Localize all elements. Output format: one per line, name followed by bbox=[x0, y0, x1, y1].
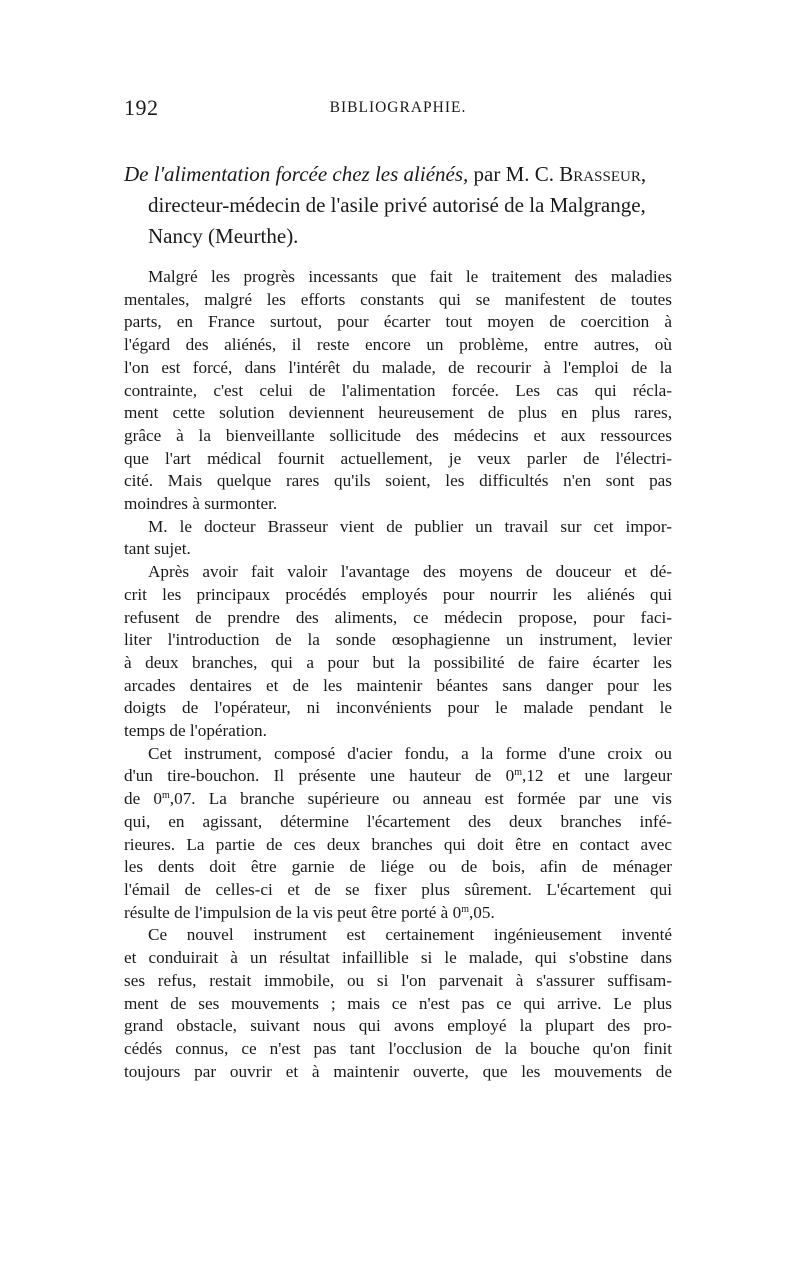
text-line: contrainte, c'est celui de l'alimentation forcée. Les cas qui récla- bbox=[124, 380, 672, 400]
text-line: Malgré les progrès incessants que fait le traitement des maladies bbox=[148, 267, 672, 286]
text-line: Après avoir fait valoir l'avantage des moyens de douceur et dé- bbox=[148, 562, 672, 582]
paragraph bbox=[124, 561, 672, 743]
text-line: d'un tire-bouchon. Il présente une hauteur de 0$^m$,12 et une largeur bbox=[124, 766, 672, 786]
text-line: arcades dentaires et de les maintenir béantes sans danger pour les bbox=[124, 675, 672, 695]
running-head bbox=[124, 95, 672, 125]
text-line: rieures. La partie de ces deux branches qui doit être en contact avec bbox=[124, 834, 672, 854]
book-page bbox=[124, 95, 672, 1083]
text-line: toujours par ouvrir et à maintenir ouverte, que les mouvements de bbox=[124, 1061, 672, 1081]
text-line: moindres à surmonter. bbox=[124, 494, 278, 514]
text-line: M. le docteur Brasseur vient de publier un travail sur cet impor- bbox=[148, 516, 672, 536]
article-title-comma: , bbox=[640, 162, 647, 186]
article-title-line-3: Nancy (Meurthe). bbox=[148, 224, 299, 248]
paragraph bbox=[124, 516, 672, 561]
text-line: liter l'introduction de la sonde œsophagienne un instrument, levier bbox=[124, 630, 672, 650]
text-line: crit les principaux procédés employés pour nourrir les aliénés qui bbox=[124, 584, 672, 604]
text-line: et conduirait à un résultat infaillible si le malade, qui s'obstine dans bbox=[124, 948, 672, 968]
text-line: cité. Mais quelque rares qu'ils soient, les difficultés n'en sont pas bbox=[124, 471, 672, 491]
text-line: parts, en France surtout, pour écarter tout moyen de coercition à bbox=[124, 312, 672, 332]
article-title-italic: De l'alimentation forcée chez les aliénés, bbox=[124, 162, 469, 186]
text-line: grâce à la bienveillante sollicitude des médecins et aux ressources bbox=[124, 425, 672, 445]
text-line: qui, en agissant, détermine l'écartement des deux branches infé- bbox=[124, 811, 672, 831]
text-line: Cet instrument, composé d'acier fondu, a la forme d'une croix ou bbox=[148, 743, 672, 763]
text-line: mentales, malgré les efforts constants qui se manifestent de toutes bbox=[124, 289, 672, 309]
text-line: cédés connus, ce n'est pas tant l'occlusion de la bouche qu'on finit bbox=[124, 1038, 672, 1058]
section-title: BIBLIOGRAPHIE. bbox=[329, 99, 467, 116]
text-line: temps de l'opération. bbox=[124, 721, 267, 741]
text-line: grand obstacle, suivant nous qui avons employé la plupart des pro- bbox=[124, 1016, 672, 1036]
text-line: doigts de l'opérateur, ni inconvénients pour le malade pendant le bbox=[124, 698, 672, 718]
text-line: à deux branches, qui a pour but la possibilité de faire écarter les bbox=[124, 652, 672, 672]
text-line: ment de ses mouvements ; mais ce n'est pas ce qui arrive. Le plus bbox=[124, 993, 672, 1013]
paragraph bbox=[124, 266, 672, 516]
text-line: de 0$^m$,07. La branche supérieure ou anneau est formée par une vis bbox=[124, 789, 672, 809]
text-line: Ce nouvel instrument est certainement ingénieusement inventé bbox=[148, 925, 672, 945]
text-line: l'émail de celles-ci et de se fixer plus sûrement. L'écartement qui bbox=[124, 879, 672, 899]
article-title-by: par M. C. bbox=[468, 162, 560, 186]
text-line: résulte de l'impulsion de la vis peut être porté à 0$^m$,05. bbox=[124, 902, 495, 922]
article-title bbox=[124, 159, 672, 252]
text-line: tant sujet. bbox=[124, 539, 191, 559]
text-line: ment cette solution deviennent heureusement de plus en plus rares, bbox=[124, 403, 672, 423]
page-number: 192 bbox=[124, 95, 159, 120]
text-line: l'on est forcé, dans l'intérêt du malade, de recourir à l'emploi de la bbox=[124, 357, 672, 377]
text-line: refusent de prendre des aliments, ce médecin propose, pour faci- bbox=[124, 607, 672, 627]
body-text bbox=[124, 266, 672, 1083]
text-line: ses refus, restait immobile, ou si l'on parvenait à s'assurer suffisam- bbox=[124, 970, 672, 990]
text-line: que l'art médical fournit actuellement, je veux parler de l'électri- bbox=[124, 448, 672, 468]
paragraph bbox=[124, 924, 672, 1083]
article-author: Brasseur bbox=[559, 162, 641, 186]
article-title-line-2: directeur-médecin de l'asile privé autorisé de la Malgrange, bbox=[148, 193, 646, 217]
text-line: les dents doit être garnie de liége ou de bois, afin de ménager bbox=[124, 857, 672, 877]
paragraph bbox=[124, 743, 672, 925]
text-line: l'égard des aliénés, il reste encore un problème, entre autres, où bbox=[124, 335, 672, 355]
